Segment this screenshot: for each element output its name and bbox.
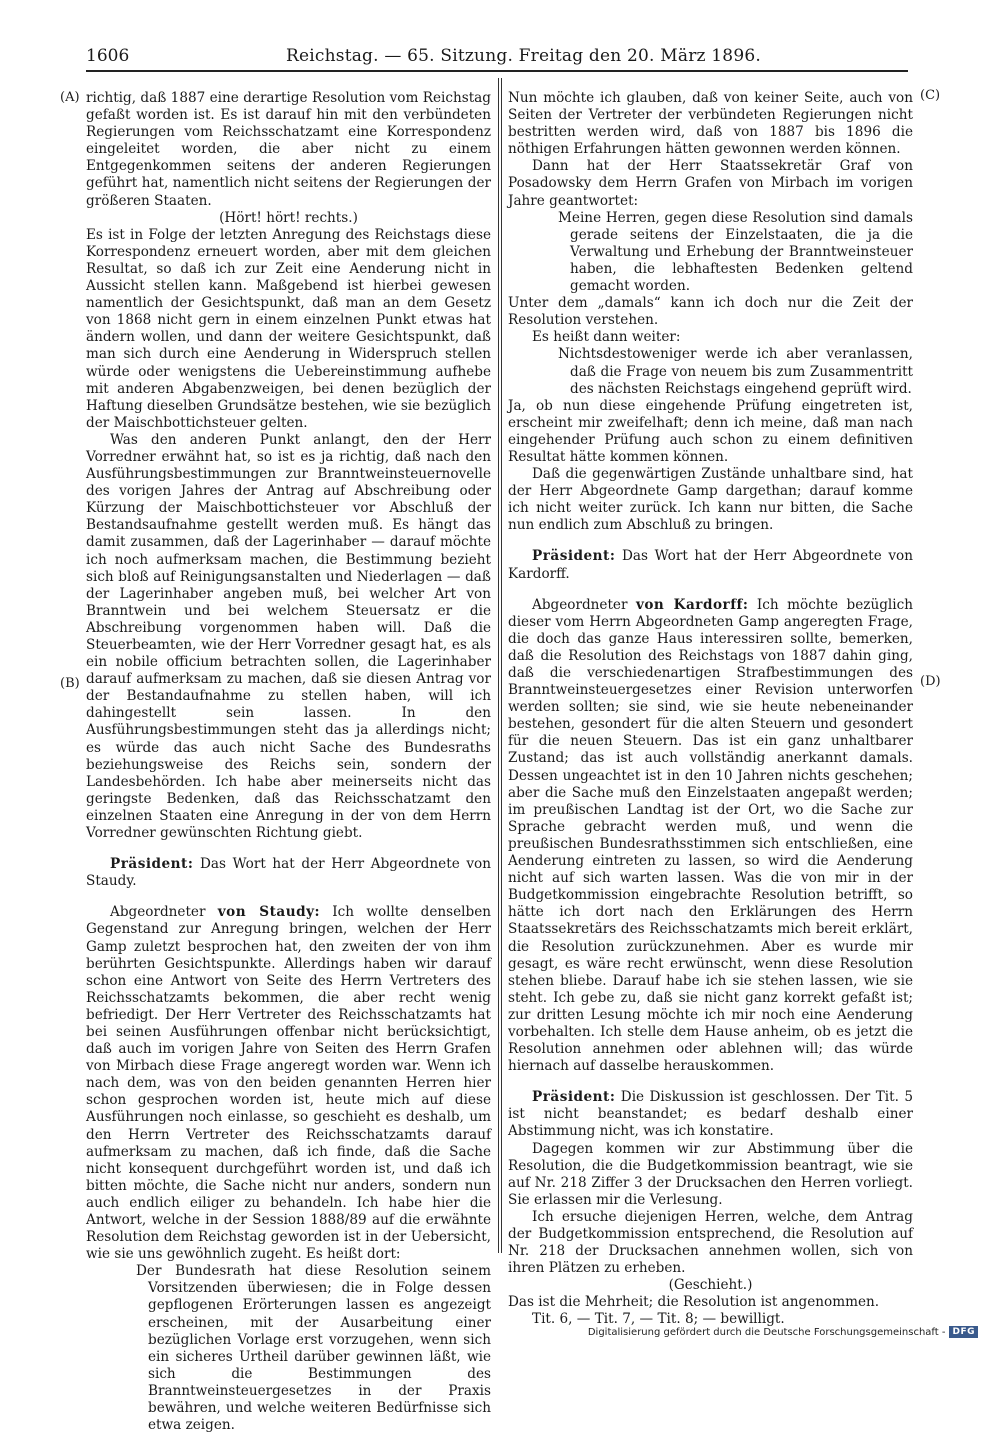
- speaker-name: von Staudy:: [217, 904, 321, 921]
- speaker-label: Präsident:: [110, 856, 194, 873]
- spacer: [508, 534, 913, 548]
- margin-marker-d: (D): [920, 674, 941, 689]
- paragraph: Was den anderen Punkt anlangt, den der Herr Vorredner erwähnt hat, so ist es ja richtig, daß nach den Ausführungsbestimmungen zur Branntweinsteuernovelle des vorigen Jahres der Antrag auf Abschreibung oder Kürzung der Maischbottichsteuer vor Abschluß der Bestandsaufnahme gestellt werden muß. Es hängt das damit zusammen, daß der Lagerinhaber — darauf möchte ich noch aufmerksam machen, die Bestimmung bezieht sich bloß auf Reinigungsanstalten und Niederlagen — daß der Lagerinhaber angeben muß, bei welcher Art von Branntwein und bei welchem Steuersatz er die Abschreibung vorgenommen haben will. Daß die Steuerbeamten, wie der Herr Vorredner gesagt hat, es als ein nobile officium betrachten sollen, die Lagerinhaber darauf aufmerksam zu machen, daß sie diesen Antrag vor der Bestandaufnahme zu stellen haben, will ich dahingestellt sein lassen. In den Ausführungsbestimmungen steht das ja allerdings nicht; es würde das auch nicht Sache des Bundesraths beziehungsweise des Reichs sein, sondern der Landesbehörden. Ich habe aber meinerseits nicht das geringste Bedenken, daß das Reichsschatzamt den einzelnen Staaten eine Anregung in der von dem Herrn Vorredner gewünschten Richtung giebt.: [86, 431, 491, 842]
- header-rule: [86, 70, 908, 72]
- president-statement: [508, 548, 913, 582]
- spacer: [86, 842, 491, 856]
- paragraph: Daß die gegenwärtigen Zustände unhaltbare sind, hat der Herr Abgeordnete Gamp dargethan; darauf komme ich nicht weiter zurück. Ich kann nur bitten, die Sache nun endlich zum Abschluß zu bringen.: [508, 466, 913, 534]
- quotation: Nichtsdestoweniger werde ich aber veranlassen, daß die Frage von neuem bis zum Zusammentritt des nächsten Reichstags eingehend geprüft wird.: [558, 346, 913, 397]
- paragraph: Ich ersuche diejenigen Herren, welche, dem Antrag der Budgetkommission entsprechend, die Resolution auf Nr. 218 der Drucksachen annehmen wollen, sich von ihren Plätzen zu erheben.: [508, 1208, 913, 1277]
- paragraph: richtig, daß 1887 eine derartige Resolution vom Reichstag gefaßt worden ist. Es ist darauf hin mit den verbündeten Regierungen vom Reichsschatzamt eine Korrespondenz eingeleitet worden, die aber nicht zu einem Entgegenkommen seitens der anderen Regierungen geführt hat, namentlich nicht seitens der Regierungen der größeren Staaten.: [86, 90, 491, 209]
- digitization-credit: [588, 1326, 978, 1338]
- column-divider: [498, 78, 499, 1253]
- paragraph: Unter dem „damals“ kann ich doch nur die Zeit der Resolution verstehen.: [508, 295, 913, 329]
- page-number: 1606: [86, 46, 130, 66]
- president-statement: [508, 1089, 913, 1140]
- speech: [86, 904, 491, 1263]
- spacer: [508, 1075, 913, 1089]
- interjection: (Geschieht.): [668, 1277, 753, 1294]
- paragraph: Es heißt dann weiter:: [532, 329, 681, 346]
- statement-text: Das Wort hat der Herr Abgeordnete von Kardorff.: [508, 548, 913, 582]
- interjection: (Hört! hört! rechts.): [219, 209, 358, 226]
- speech-text: Ich möchte bezüglich dieser vom Herrn Abgeordneten Gamp angeregten Frage, die doch das ganze Haus interessiren sollte, bemerken, daß die Resolution des Reichstags von 1887 dahin ging, daß die verschiedenartigen Strafbestimmungen des Branntweinsteuergesetzes einer Revision unterworfen werden sollten; sie sind, wie sie heute nebeneinander bestehen, gesondert für die alten Steuern und gesondert für die neuen Steuern. Das ist ein ganz unhaltbarer Zustand; das ist auch vollständig anerkannt damals. Dessen ungeachtet ist in den 10 Jahren nichts geschehen; aber die Sache muß den Einzelstaaten angepaßt werden; im preußischen Landtag ist der Ort, wo die Sache zur Sprache gebracht werden muß, und wenn die preußischen Bundesrathsstimmen sich entschließen, eine Aenderung eintreten zu lassen, so wird die Aenderung nicht auf sich warten lassen. Was die von mir in der Budgetkommission eingebrachte Resolution betrifft, so hätte ich dort nach den Erklärungen des Herrn Staatssekretärs des Reichsschatzamts mich bereit erklärt, die Resolution zurückzunehmen. Aber es wurde mir gesagt, es wäre recht erwünscht, wenn diese Resolution stehen bliebe. Darauf habe ich sie stehen lassen, wie sie steht. Ich gebe zu, daß sie nicht ganz korrekt gefaßt ist; zur dritten Lesung möchte ich mir noch eine Aenderung vorbehalten. Ich stelle dem Hause anheim, ob es jetzt die Resolution annehmen oder ablehnen will; das würde hiernach auf dasselbe herauskommen.: [508, 596, 913, 1075]
- paragraph: Das ist die Mehrheit; die Resolution ist angenommen.: [508, 1294, 880, 1311]
- quotation: Der Bundesrath hat diese Resolution seinem Vorsitzenden überwiesen; die in Folge dessen gepflogenen Erörterungen lassen es angezeigt erscheinen, mit der Ausarbeitung einer bezüglichen Vorlage erst vorzugehen, wenn sich ein sicheres Urtheil darüber gewinnen läßt, wie sich die Bestimmungen des Branntweinsteuergesetzes in der Praxis bewähren, und welche weiteren Bedürfnisse sich etwa zeigen.: [136, 1263, 491, 1434]
- paragraph: Dagegen kommen wir zur Abstimmung über die Resolution, die die Budgetkommission beantragt, wie sie auf Nr. 218 Ziffer 3 der Drucksachen den Herren vorliegt. Sie erlassen mir die Verlesung.: [508, 1140, 913, 1208]
- left-column: [86, 90, 491, 1434]
- statement-text: Das Wort hat der Herr Abgeordnete von Staudy.: [86, 856, 491, 890]
- paragraph: Dann hat der Herr Staatssekretär Graf von Posadowsky dem Herrn Grafen von Mirbach im vorigen Jahre geantwortet:: [508, 158, 913, 209]
- paragraph: Nun möchte ich glauben, daß von keiner Seite, auch von Seiten der Vertreter der verbündeten Regierungen nicht bestritten werden wird, daß von 1887 bis 1896 die nöthigen Erfahrungen hätten gewonnen werden können.: [508, 90, 913, 158]
- margin-marker-a: (A): [60, 90, 80, 105]
- paragraph: Ja, ob nun diese eingehende Prüfung eingetreten ist, erscheint mir zweifelhaft; denn ich meine, daß man nach eingehender Prüfung auch schon zu einem definitiven Resultat hätte kommen können.: [508, 397, 913, 465]
- speaker-label: Präsident:: [532, 548, 616, 565]
- statement-text: Die Diskussion ist geschlossen. Der Tit. 5 ist nicht beanstandet; es bedarf deshalb einer Abstimmung nicht, was ich konstatire.: [508, 1089, 913, 1140]
- speech-text: Ich wollte denselben Gegenstand zur Anregung bringen, welchen der Herr Gamp zuletzt besprochen hat, den zweiten der von ihm berührten Gesichtspunkte. Allerdings haben wir darauf schon eine Antwort von Seite des Herrn Vertreters des Reichsschatzamts bekommen, die aber recht wenig befriedigt. Der Herr Vertreter des Reichsschatzamts hat bei seinen Ausführungen offenbar nicht berücksichtigt, daß auch im vorigen Jahre von Seiten des Herrn Grafen von Mirbach diese Frage angeregt worden war. Wenn ich nach dem, was von den beiden genannten Herren hier schon gesprochen worden ist, heute mich auf diese Ausführungen noch einlasse, so geschieht es deshalb, um den Herrn Vertreter des Reichsschatzamts darauf aufmerksam zu machen, daß ich finde, daß die Sache nicht konsequent durchgeführt worden ist, und daß ich bitten möchte, die Sache nicht nur anders, sondern nun auch endlich eiliger zu behandeln. Ich habe hier die Antwort, welche in der Session 1888/89 auf die erwähnte Resolution dem Reichstag geworden ist in der Uebersicht, wie sie uns gewöhnlich zugeht. Es heißt dort:: [86, 904, 491, 1263]
- speaker-label: Präsident:: [532, 1089, 616, 1106]
- speaker-prefix: Abgeordneter: [532, 596, 636, 613]
- spacer: [86, 890, 491, 904]
- column-divider: [501, 78, 502, 1253]
- running-title: Reichstag. — 65. Sitzung. Freitag den 20. März 1896.: [286, 46, 761, 66]
- dfg-logo: DFG: [949, 1326, 978, 1338]
- quotation: Meine Herren, gegen diese Resolution sind damals gerade seitens der Einzelstaaten, die ja die Verwaltung und Erhebung der Branntweinsteuer haben, die lebhaftesten Bedenken geltend gemacht worden.: [558, 209, 913, 295]
- margin-marker-c: (C): [920, 88, 941, 103]
- credit-text: Digitalisierung gefördert durch die Deutsche Forschungsgemeinschaft -: [587, 1326, 946, 1338]
- speaker-name: von Kardorff:: [635, 596, 749, 613]
- paragraph: Es ist in Folge der letzten Anregung des Reichstags diese Korrespondenz erneuert worden, aber mit dem gleichen Resultat, so daß ich zur Zeit eine Aenderung nicht in Aussicht stellen kann. Maßgebend ist hierbei gewesen namentlich der Gesichtspunkt, daß man an dem Gesetz von 1868 nicht gern in einem einzelnen Punkt etwas hat ändern wollen, und dann der weitere Gesichtspunkt, daß man sich durch eine Aenderung in Widerspruch stellen würde oder wenigstens die Uebereinstimmung aufhebe mit anderen Abgabenzweigen, bei denen bezüglich der Haftung dieselben Grundsätze bestehen, wie sie bezüglich der Maischbottichsteuer gelten.: [86, 226, 491, 431]
- speaker-prefix: Abgeordneter: [110, 904, 218, 921]
- speech: [508, 597, 913, 1076]
- paragraph: Tit. 6, — Tit. 7, — Tit. 8; — bewilligt.: [532, 1311, 785, 1328]
- spacer: [508, 583, 913, 597]
- right-column: [508, 90, 913, 1329]
- president-statement: [86, 856, 491, 890]
- page-header: [86, 46, 908, 72]
- margin-marker-b: (B): [60, 676, 80, 691]
